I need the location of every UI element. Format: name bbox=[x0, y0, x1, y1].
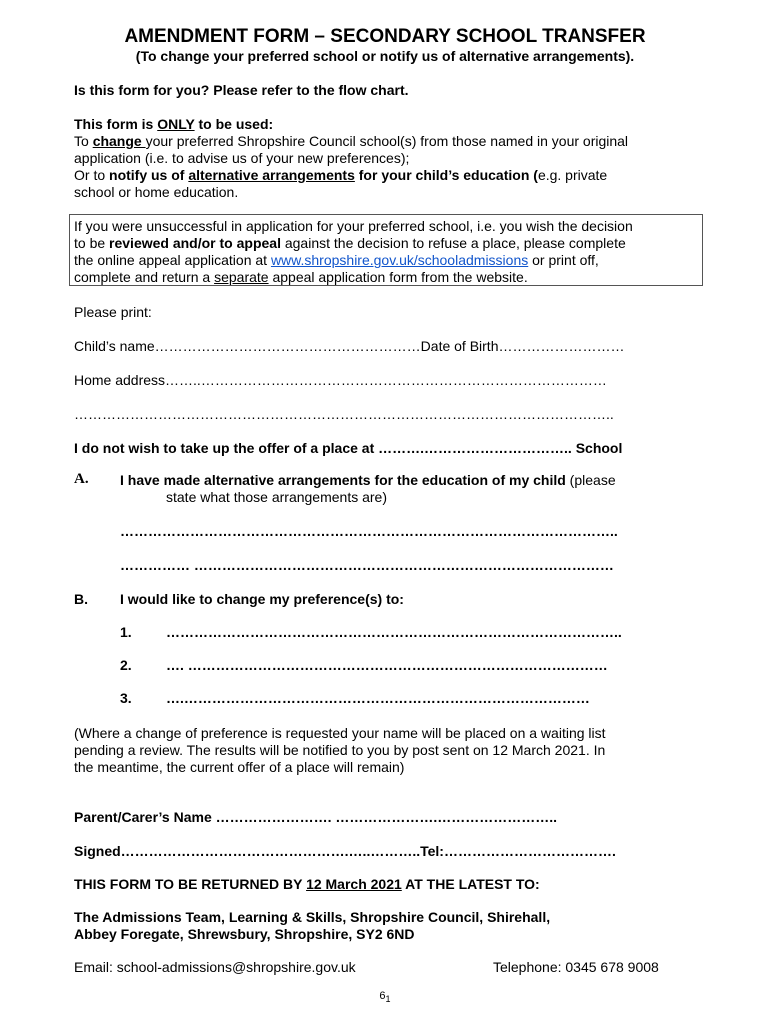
section-b-heading: I would like to change my preference(s) to: bbox=[120, 591, 404, 607]
section-a-letter: A. bbox=[74, 471, 89, 487]
page-number-sub: 1 bbox=[385, 994, 391, 1005]
appeal-line3-pre: the online appeal application at bbox=[74, 252, 271, 268]
signed-tel-field[interactable]: Signed………………………………………….…..………..Tel:………………………………. bbox=[74, 843, 616, 859]
section-b-letter: B. bbox=[74, 591, 88, 607]
intro-line3-rest: e.g. private bbox=[537, 167, 608, 183]
preference-3-field[interactable]: ….…………………………………………………………………………… bbox=[166, 690, 590, 706]
intro-line3-pre: Or to bbox=[74, 167, 110, 183]
section-a-heading-bold: I have made alternative arrangements for the education of my child bbox=[120, 472, 566, 488]
parent-name-field[interactable]: Parent/Carer’s Name ……………………. ………………….…………………….. bbox=[74, 809, 558, 825]
contact-email: Email: school-admissions@shropshire.gov.uk bbox=[74, 959, 356, 975]
only-suffix: to be used: bbox=[194, 116, 274, 132]
page-number bbox=[0, 990, 770, 1004]
section-a-heading bbox=[120, 472, 616, 489]
intro-line1-rest: your preferred Shropshire Council school(s) from those named in your original bbox=[145, 133, 629, 149]
preference-1-number: 1. bbox=[120, 624, 132, 640]
section-a-dots-1[interactable]: …………………………………………………………………………………………….. bbox=[120, 523, 618, 539]
appeal-line4-rest: appeal application form from the website. bbox=[268, 269, 528, 285]
preference-2-number: 2. bbox=[120, 657, 132, 673]
page-number-main: 6 bbox=[379, 990, 386, 1002]
deadline-date: 12 March 2021 bbox=[306, 876, 402, 892]
address-continuation-field[interactable]: …………………………………………………………………………………………………….. bbox=[74, 406, 614, 422]
section-a-heading-line2: state what those arrangements are) bbox=[166, 489, 388, 505]
deadline-pre: THIS FORM TO BE RETURNED BY bbox=[74, 876, 307, 892]
intro-notify: notify us of bbox=[109, 167, 189, 183]
intro-line-3 bbox=[74, 167, 607, 184]
only-prefix: This form is bbox=[74, 116, 158, 132]
appeal-line-2 bbox=[74, 235, 626, 252]
intro-line-1 bbox=[74, 133, 628, 150]
preference-3-number: 3. bbox=[120, 690, 132, 706]
preference-1-field[interactable]: …………………………………………………………………………………….. bbox=[166, 624, 622, 640]
intro-line-4: school or home education. bbox=[74, 184, 239, 200]
appeal-line2-pre: to be bbox=[74, 235, 110, 251]
intro-line-2: application (i.e. to advise us of your new preferences); bbox=[74, 150, 410, 166]
appeal-line-4 bbox=[74, 269, 528, 286]
contact-telephone: Telephone: 0345 678 9008 bbox=[493, 959, 659, 975]
preference-2-field[interactable]: …. ……………………………………………………………………………… bbox=[166, 657, 608, 673]
home-address-field[interactable]: Home address……..…………………………………………………………………………… bbox=[74, 372, 607, 388]
decline-offer-field[interactable]: I do not wish to take up the offer of a place at ……….………………………….. School bbox=[74, 440, 623, 456]
child-name-dob-field[interactable]: Child’s name…………………………………………………Date of Birth……………………… bbox=[74, 338, 625, 354]
intro-line1-pre: To bbox=[74, 133, 93, 149]
section-a-heading-rest: (please bbox=[565, 472, 616, 488]
admissions-address-line-2: Abbey Foregate, Shrewsbury, Shropshire, SY2 6ND bbox=[74, 926, 415, 942]
appeal-line4-pre: complete and return a bbox=[74, 269, 215, 285]
admissions-address-line-1: The Admissions Team, Learning & Skills, Shropshire Council, Shirehall, bbox=[74, 909, 551, 925]
school-admissions-link[interactable]: www.shropshire.gov.uk/schooladmissions bbox=[270, 252, 529, 268]
appeal-line2-rest: against the decision to refuse a place, please complete bbox=[280, 235, 626, 251]
appeal-line-1: If you were unsuccessful in application for your preferred school, i.e. you wish the decision bbox=[74, 218, 633, 234]
note-line-1: (Where a change of preference is requested your name will be placed on a waiting list bbox=[74, 725, 606, 741]
return-deadline bbox=[74, 876, 540, 893]
please-print-label: Please print: bbox=[74, 304, 152, 320]
deadline-post: AT THE LATEST TO: bbox=[401, 876, 540, 892]
flow-chart-question: Is this form for you? Please refer to the flow chart. bbox=[74, 82, 409, 98]
appeal-reviewed: reviewed and/or to appeal bbox=[109, 235, 281, 251]
only-word: ONLY bbox=[157, 116, 195, 132]
form-title: AMENDMENT FORM – SECONDARY SCHOOL TRANSFER bbox=[124, 26, 646, 47]
section-a-dots-2[interactable]: …………… ……………………………………………………………………………… bbox=[120, 557, 614, 573]
intro-change-word: change bbox=[92, 133, 146, 149]
appeal-separate: separate bbox=[214, 269, 269, 285]
intro-alt-arrangements: alternative arrangements bbox=[188, 167, 355, 183]
appeal-line-3 bbox=[74, 252, 599, 269]
appeal-line3-rest: or print off, bbox=[528, 252, 599, 268]
note-line-3: the meantime, the current offer of a place will remain) bbox=[74, 759, 405, 775]
note-line-2: pending a review. The results will be notified to you by post sent on 12 March 2021. In bbox=[74, 742, 606, 758]
intro-for-education: for your child’s education ( bbox=[354, 167, 538, 183]
form-subtitle: (To change your preferred school or notify us of alternative arrangements). bbox=[135, 48, 635, 64]
only-used-heading bbox=[74, 116, 273, 133]
